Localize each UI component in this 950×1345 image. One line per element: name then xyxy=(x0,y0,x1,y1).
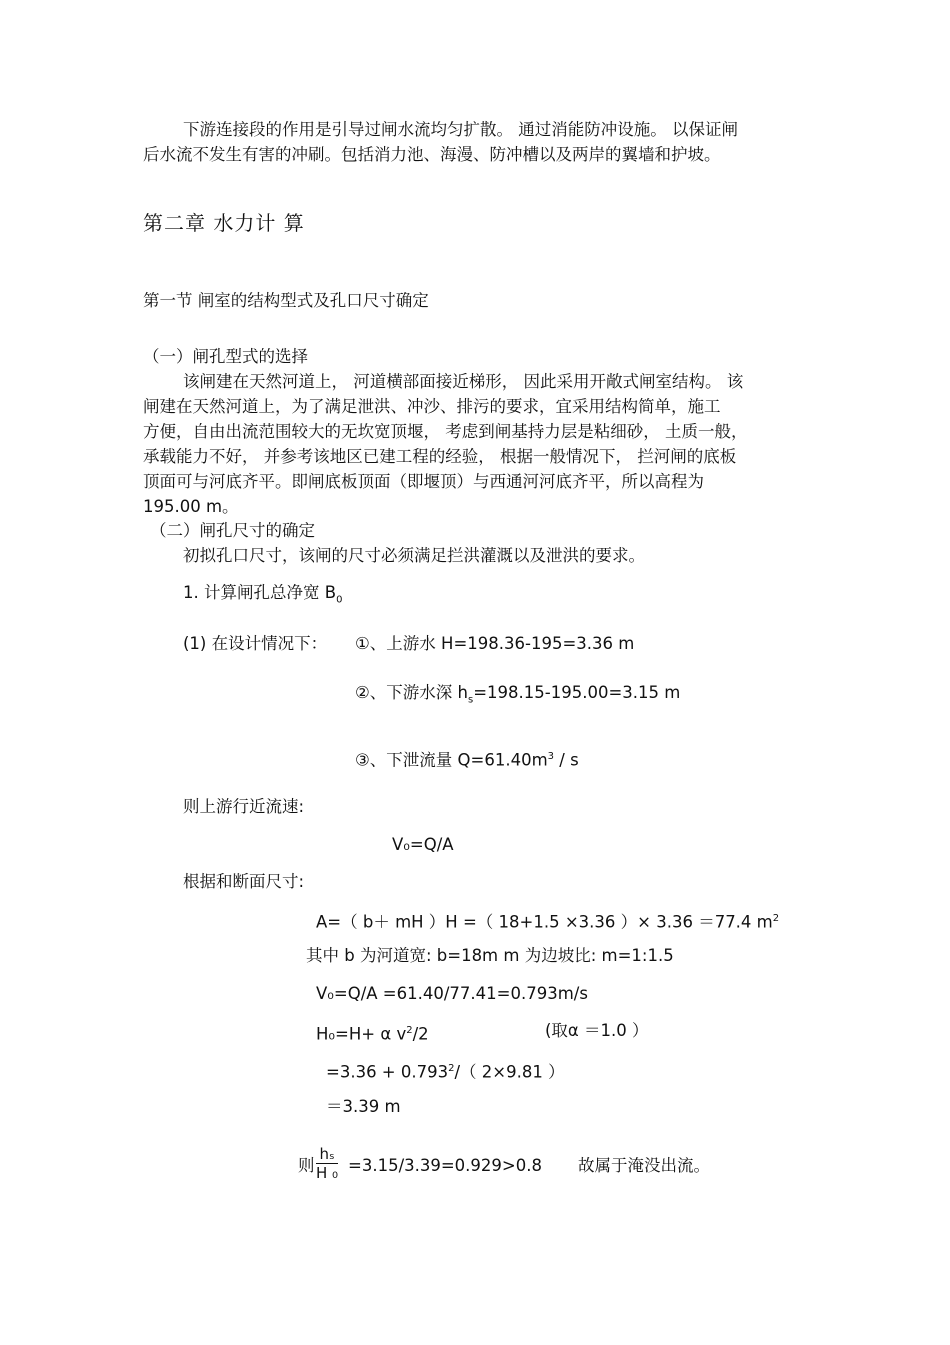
h0-formula: H₀=H+ α $v^2/2$ xyxy=(316,1024,429,1044)
intro-line-2: 后水流不发生有害的冲刷。包括消力池、海漫、防冲槽以及两岸的翼墙和护坡。 xyxy=(143,145,721,164)
subsection-2-title: （二）闸孔尺寸的确定 xyxy=(150,521,315,540)
v0-calculation: V₀=Q/A =61.40/77.41=0.793m/s xyxy=(316,984,588,1003)
downstream-depth-item: ②、下游水深 $h_s=198.15-195.00=3.15$ m xyxy=(355,683,681,706)
intro-line-1: 下游连接段的作用是引导过闸水流均匀扩散。 通过消能防冲设施。 以保证闸 xyxy=(183,120,738,139)
upstream-head-item: ①、上游水 H=198.36-195=3.36 m xyxy=(355,634,635,653)
h0-calculation-1: $=3.36 + 0.793^2/$（ 2×9.81 ） xyxy=(326,1062,565,1082)
section-title: 第一节 闸室的结构型式及孔口尺寸确定 xyxy=(143,291,429,310)
chapter-title: 第二章 水力计 算 xyxy=(143,211,305,235)
sub1-line-5: 顶面可与河底齐平。即闸底板顶面（即堰顶）与西通河河底齐平，所以高程为 xyxy=(143,472,704,491)
area-formula: A=（ b＋ mH ）H =（ 18+1.5 ×3.36 ）× 3.36 ＝77.4 $m^2$ xyxy=(316,912,780,932)
ratio-prefix: 则 xyxy=(298,1156,315,1175)
design-case-label: (1) 在设计情况下： xyxy=(183,634,328,653)
where-line: 其中 b 为河道宽: b=18m m 为边坡比: m=1:1.5 xyxy=(306,946,674,965)
sub1-line-3: 方便，自由出流范围较大的无坎宽顶堰， 考虑到闸基持力层是粘细砂， 土质一般， xyxy=(143,422,748,441)
alpha-note: (取α ＝1.0 ） xyxy=(545,1021,649,1040)
sub1-line-2: 闸建在天然河道上，为了满足泄洪、冲沙、排污的要求，宜采用结构简单，施工 xyxy=(143,397,721,416)
flow-conclusion: 故属于淹没出流。 xyxy=(578,1156,710,1175)
ratio-fraction xyxy=(316,1145,338,1182)
discharge-item: ③、下泄流量 $Q=61.40m^3 / s$ xyxy=(355,750,579,770)
ratio-denominator: H ₀ xyxy=(316,1164,339,1182)
subsection-1-title: （一）闸孔型式的选择 xyxy=(143,347,308,366)
sub1-line-4: 承载能力不好， 并参考该地区已建工程的经验， 根据一般情况下， 拦河闸的底板 xyxy=(143,447,737,466)
sub1-line-6: 195.00 m。 xyxy=(143,497,239,516)
sub2-intro: 初拟孔口尺寸，该闸的尺寸必须满足拦洪灌溉以及泄洪的要求。 xyxy=(183,546,645,565)
v0-formula: V₀=Q/A xyxy=(392,835,454,854)
ratio-numerator: hₛ xyxy=(316,1145,338,1164)
approach-velocity-label: 则上游行近流速: xyxy=(183,797,305,816)
section-dimensions-label: 根据和断面尺寸: xyxy=(183,872,305,891)
h0-calculation-2: ＝3.39 m xyxy=(326,1097,401,1116)
sub1-line-1: 该闸建在天然河道上， 河道横部面接近梯形， 因此采用开敞式闸室结构。 该 xyxy=(183,372,744,391)
ratio-value: =3.15/3.39=0.929>0.8 xyxy=(348,1156,542,1175)
step-1-heading: 1. 计算闸孔总净宽 $B_0$ xyxy=(183,583,343,606)
